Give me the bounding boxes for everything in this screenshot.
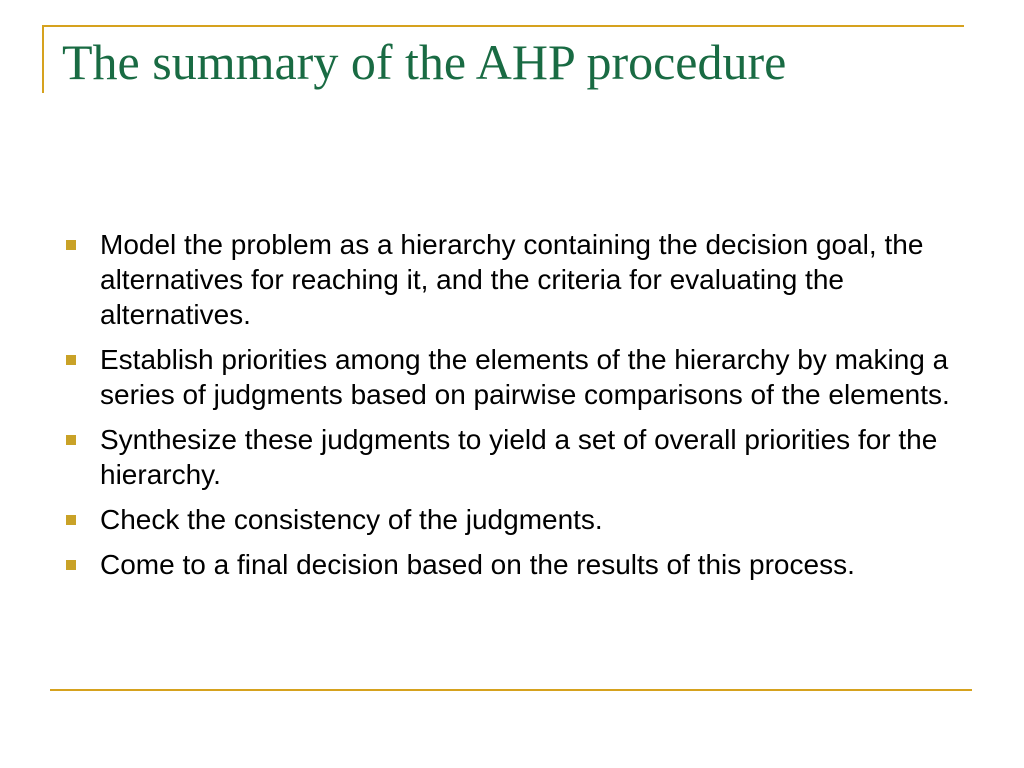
- square-bullet-icon: [66, 240, 76, 250]
- left-accent-rule: [42, 25, 44, 93]
- bottom-accent-rule: [50, 689, 972, 691]
- top-accent-rule: [42, 25, 964, 27]
- bullet-text: Synthesize these judgments to yield a set of overall priorities for the hierarchy.: [100, 424, 938, 490]
- square-bullet-icon: [66, 355, 76, 365]
- bullet-item: [66, 502, 966, 537]
- bullet-list: [66, 227, 966, 592]
- bullet-text: Come to a final decision based on the results of this process.: [100, 549, 855, 580]
- bullet-text: Check the consistency of the judgments.: [100, 504, 603, 535]
- square-bullet-icon: [66, 515, 76, 525]
- square-bullet-icon: [66, 560, 76, 570]
- bullet-item: [66, 422, 966, 492]
- square-bullet-icon: [66, 435, 76, 445]
- bullet-text: Model the problem as a hierarchy containing the decision goal, the alternatives for reaching it, and the criteria for evaluating the alternatives.: [100, 229, 924, 330]
- bullet-item: [66, 547, 966, 582]
- bullet-item: [66, 342, 966, 412]
- bullet-item: [66, 227, 966, 332]
- slide-title: The summary of the AHP procedure: [62, 34, 787, 90]
- bullet-text: Establish priorities among the elements of the hierarchy by making a series of judgments based on pairwise comparisons of the elements.: [100, 344, 950, 410]
